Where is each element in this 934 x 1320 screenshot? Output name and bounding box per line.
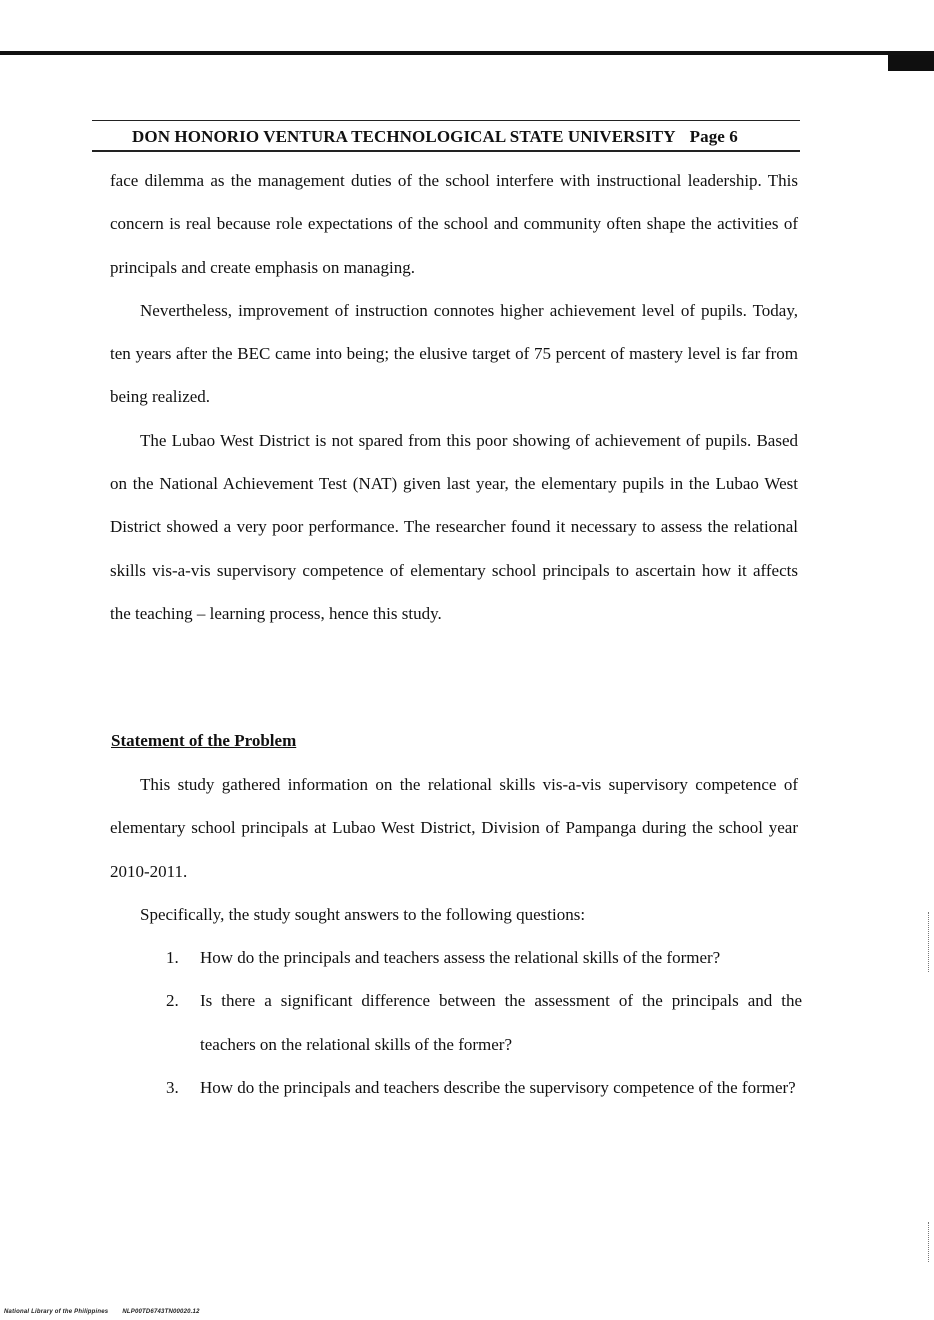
- page-number: Page 6: [689, 127, 738, 146]
- header-rule-top: [92, 120, 800, 121]
- intro-paragraph: Nevertheless, improvement of instruction connotes higher achievement level of pupils. Today, ten years after the BEC came into being; the elusive target of 75 percent of mastery level is far from being realized.: [110, 300, 798, 407]
- footer-code: NLP00TD6743TN00020.12: [122, 1309, 200, 1315]
- intro-text: [110, 159, 798, 635]
- running-header: [132, 127, 738, 147]
- header-rule-bottom: [92, 150, 800, 152]
- section-heading: Statement of the Problem: [111, 731, 297, 750]
- footer-stamp: [4, 1309, 200, 1315]
- section-body: [110, 763, 798, 936]
- question-text: How do the principals and teachers describe the supervisory competence of the former?: [200, 1077, 796, 1097]
- scan-margin-marks: [928, 1222, 931, 1262]
- question-item: [166, 1066, 802, 1109]
- question-number: 3.: [166, 1077, 179, 1097]
- scan-top-border: [0, 51, 934, 55]
- scan-corner-mark: [888, 55, 934, 71]
- question-text: Is there a significant difference between the assessment of the principals and the teachers on the relational skills of the former?: [200, 991, 802, 1054]
- intro-paragraph: The Lubao West District is not spared from this poor showing of achievement of pupils. Based on the National Achievement Test (NAT) given last year, the elementary pupils in the Lubao West District showed a very poor performance. The researcher found it necessary to assess the relational skills vis-a-vis supervisory competence of elementary school principals to ascertain how it affects the teaching – learning process, hence this study.: [110, 430, 798, 623]
- question-list: [166, 936, 802, 1109]
- question-text: How do the principals and teachers assess the relational skills of the former?: [200, 948, 721, 967]
- question-number: 1.: [166, 948, 179, 967]
- question-item: [166, 936, 802, 979]
- section-paragraph: This study gathered information on the relational skills vis-a-vis supervisory competence of elementary school principals at Lubao West District, Division of Pampanga during the school year 2010-2011.: [110, 775, 798, 881]
- institution-name: DON HONORIO VENTURA TECHNOLOGICAL STATE UNIVERSITY: [132, 127, 676, 146]
- footer-library: National Library of the Philippines: [4, 1309, 109, 1315]
- question-number: 2.: [166, 991, 179, 1011]
- section-paragraph: Specifically, the study sought answers to the following questions:: [140, 904, 586, 924]
- scan-margin-marks: [928, 912, 931, 972]
- intro-paragraph: face dilemma as the management duties of the school interfere with instructional leadership. This concern is real because role expectations of the school and community often shape the activities of principals and create emphasis on managing.: [110, 171, 798, 277]
- question-item: [166, 979, 802, 1066]
